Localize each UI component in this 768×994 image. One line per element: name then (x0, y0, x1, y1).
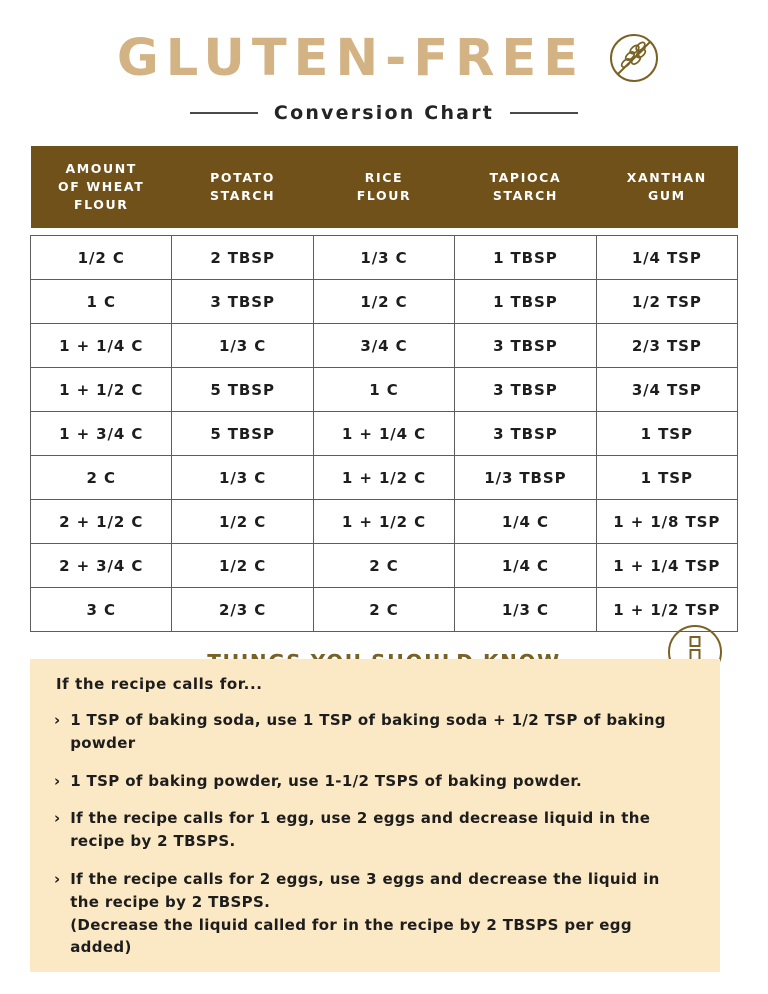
cell-rice-flour: 2 C (313, 544, 454, 588)
page-title: GLUTEN-FREE (116, 28, 586, 88)
page-subtitle: Conversion Chart (273, 102, 495, 124)
cell-potato-starch: 2/3 C (172, 588, 313, 632)
cell-rice-flour: 3/4 C (313, 324, 454, 368)
cell-potato-starch: 2 TBSP (172, 236, 313, 280)
note-text (70, 868, 690, 959)
column-header-xanthan-gum: XANTHAN GUM (596, 146, 737, 228)
note-text: If the recipe calls for 1 egg, use 2 eggs and decrease liquid in the recipe by 2 TBSPS. (70, 809, 651, 851)
cell-wheat-flour: 1 + 1/4 C (31, 324, 172, 368)
column-header-rice-flour: RICE FLOUR (313, 146, 454, 228)
cell-wheat-flour: 2 + 3/4 C (31, 544, 172, 588)
conversion-table-wrap (30, 146, 738, 632)
cell-potato-starch: 1/3 C (172, 456, 313, 500)
conversion-table (30, 146, 738, 632)
table-row (31, 368, 738, 412)
chevron-right-icon: › (54, 869, 61, 888)
cell-potato-starch: 1/2 C (172, 544, 313, 588)
cell-tapioca-starch: 1/4 C (455, 500, 596, 544)
cell-wheat-flour: 1 + 1/2 C (31, 368, 172, 412)
table-row (31, 456, 738, 500)
cell-potato-starch: 5 TBSP (172, 368, 313, 412)
column-header-tapioca-starch: TAPIOCA STARCH (455, 146, 596, 228)
cell-potato-starch: 3 TBSP (172, 280, 313, 324)
list-item (46, 709, 690, 755)
table-spacer-row (31, 228, 738, 236)
page-header (0, 0, 768, 124)
list-item (46, 770, 690, 793)
cell-xanthan-gum: 1 + 1/8 TSP (596, 500, 737, 544)
cell-potato-starch: 1/2 C (172, 500, 313, 544)
subtitle-row (0, 102, 768, 124)
table-row (31, 412, 738, 456)
cell-potato-starch: 5 TBSP (172, 412, 313, 456)
note-text: 1 TSP of baking soda, use 1 TSP of baking soda + 1/2 TSP of baking powder (70, 711, 666, 752)
note-text-extra: (Decrease the liquid called for in the recipe by 2 TBSPS per egg added) (70, 915, 632, 957)
table-body (31, 228, 738, 632)
list-item (46, 807, 690, 853)
cell-rice-flour: 1/2 C (313, 280, 454, 324)
chevron-right-icon: › (54, 809, 61, 828)
cell-tapioca-starch: 1 TBSP (455, 280, 596, 324)
cell-tapioca-starch: 1/4 C (455, 544, 596, 588)
cell-xanthan-gum: 1 TSP (596, 456, 737, 500)
cell-wheat-flour: 1 + 3/4 C (31, 412, 172, 456)
chevron-right-icon: › (54, 771, 61, 790)
cell-rice-flour: 2 C (313, 588, 454, 632)
no-gluten-wheat-icon (607, 31, 661, 85)
note-text-main: If the recipe calls for 2 eggs, use 3 eggs and decrease the liquid in the recipe by 2 TBSPS. (70, 869, 660, 911)
table-row (31, 588, 738, 632)
subtitle-rule-left (190, 112, 258, 114)
cell-xanthan-gum: 3/4 TSP (596, 368, 737, 412)
note-text: 1 TSP of baking powder, use 1-1/2 TSPS of baking powder. (70, 771, 583, 790)
table-row (31, 324, 738, 368)
cell-xanthan-gum: 1 + 1/4 TSP (596, 544, 737, 588)
cell-potato-starch: 1/3 C (172, 324, 313, 368)
cell-wheat-flour: 3 C (31, 588, 172, 632)
column-header-amount-of-wheat-flour: AMOUNT OF WHEAT FLOUR (31, 146, 172, 228)
cell-xanthan-gum: 1 TSP (596, 412, 737, 456)
cell-wheat-flour: 1/2 C (31, 236, 172, 280)
cell-xanthan-gum: 2/3 TSP (596, 324, 737, 368)
cell-wheat-flour: 2 + 1/2 C (31, 500, 172, 544)
chevron-right-icon: › (54, 711, 61, 729)
cell-wheat-flour: 1 C (31, 280, 172, 324)
cell-tapioca-starch: 3 TBSP (455, 412, 596, 456)
cell-rice-flour: 1 + 1/4 C (313, 412, 454, 456)
cell-tapioca-starch: 3 TBSP (455, 324, 596, 368)
column-header-potato-starch: POTATO STARCH (172, 146, 313, 228)
table-row (31, 236, 738, 280)
table-head (31, 146, 738, 228)
table-row (31, 544, 738, 588)
cell-rice-flour: 1/3 C (313, 236, 454, 280)
cell-tapioca-starch: 1 TBSP (455, 236, 596, 280)
table-row (31, 500, 738, 544)
cell-tapioca-starch: 1/3 C (455, 588, 596, 632)
cell-xanthan-gum: 1 + 1/2 TSP (596, 588, 737, 632)
cell-tapioca-starch: 3 TBSP (455, 368, 596, 412)
notes-lead: If the recipe calls for... (56, 675, 263, 693)
cell-wheat-flour: 2 C (31, 456, 172, 500)
notes-panel (30, 659, 720, 972)
table-row (31, 280, 738, 324)
cell-rice-flour: 1 + 1/2 C (313, 500, 454, 544)
cell-xanthan-gum: 1/4 TSP (596, 236, 737, 280)
cell-rice-flour: 1 C (313, 368, 454, 412)
cell-tapioca-starch: 1/3 TBSP (455, 456, 596, 500)
table-header-row (31, 146, 738, 228)
title-row (0, 30, 768, 86)
cell-xanthan-gum: 1/2 TSP (596, 280, 737, 324)
cell-rice-flour: 1 + 1/2 C (313, 456, 454, 500)
subtitle-rule-right (510, 112, 578, 114)
list-item (46, 868, 690, 959)
